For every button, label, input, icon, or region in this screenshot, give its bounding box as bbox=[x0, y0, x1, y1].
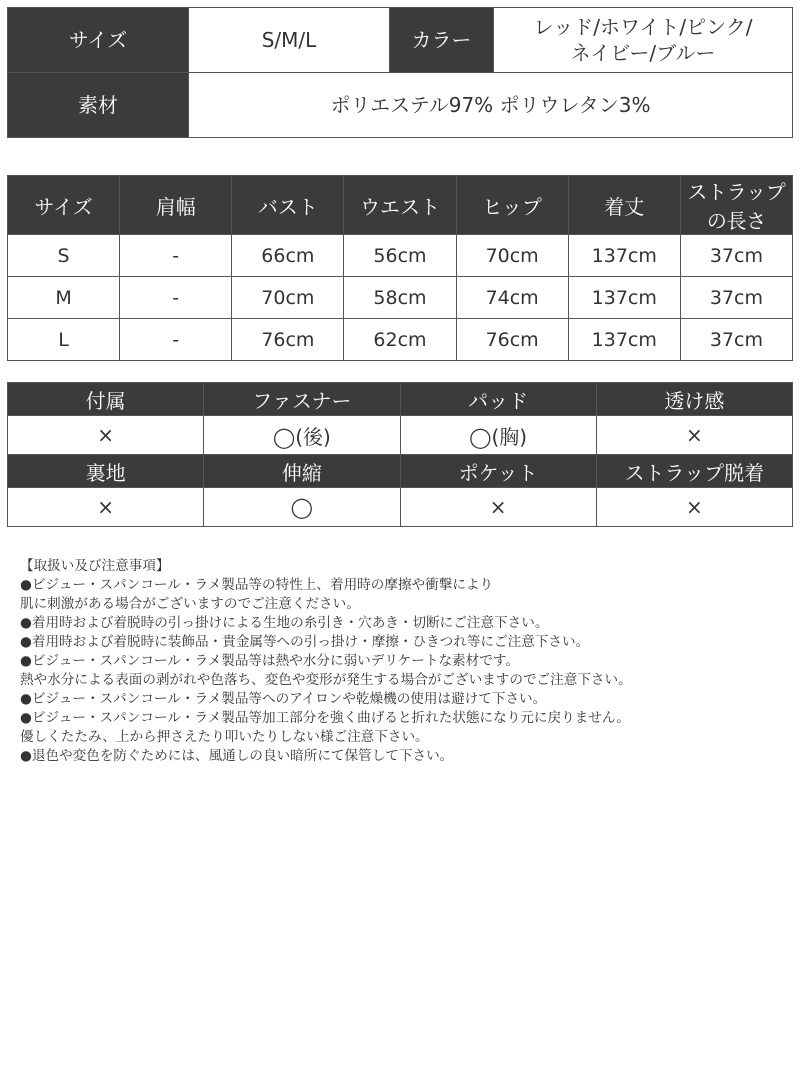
feature-value-sheerness: × bbox=[596, 416, 792, 455]
size-cell: 66cm bbox=[232, 235, 344, 277]
size-chart-header: 着丈 bbox=[568, 176, 680, 235]
care-note-line: ●ビジュー・スパンコール・ラメ製品等は熱や水分に弱いデリケートな素材です。 bbox=[20, 653, 519, 669]
size-cell: 137cm bbox=[568, 235, 680, 277]
size-chart-table bbox=[7, 175, 793, 361]
size-chart-header: バスト bbox=[232, 176, 344, 235]
table-row bbox=[8, 235, 793, 277]
size-cell: M bbox=[8, 277, 120, 319]
size-cell: 37cm bbox=[680, 319, 792, 361]
info-row-material bbox=[8, 73, 793, 138]
info-row-size-color bbox=[8, 8, 793, 73]
table-row bbox=[8, 277, 793, 319]
feature-header-stretch: 伸縮 bbox=[204, 455, 400, 488]
size-chart-header-row bbox=[8, 176, 793, 235]
feature-value-pad: ◯(胸) bbox=[400, 416, 596, 455]
care-notes-title: 【取扱い及び注意事項】 bbox=[20, 558, 170, 574]
size-cell: S bbox=[8, 235, 120, 277]
feature-value-strap-removable: × bbox=[596, 488, 792, 527]
size-cell: 137cm bbox=[568, 319, 680, 361]
feature-header-accessories: 付属 bbox=[8, 383, 204, 416]
features-value-row-2 bbox=[8, 488, 793, 527]
care-note-line: 優しくたたみ、上から押さえたり叩いたりしない様ご注意下さい。 bbox=[20, 729, 429, 745]
product-info-table bbox=[7, 7, 793, 138]
size-cell: 70cm bbox=[456, 235, 568, 277]
feature-value-stretch: ◯ bbox=[204, 488, 400, 527]
care-note-line: 肌に刺激がある場合がございますのでご注意ください。 bbox=[20, 596, 360, 612]
feature-header-pad: パッド bbox=[400, 383, 596, 416]
feature-value-zipper: ◯(後) bbox=[204, 416, 400, 455]
feature-value-accessories: × bbox=[8, 416, 204, 455]
feature-header-pocket: ポケット bbox=[400, 455, 596, 488]
feature-header-lining: 裏地 bbox=[8, 455, 204, 488]
material-value: ポリエステル97% ポリウレタン3% bbox=[189, 73, 793, 138]
care-note-line: ●ビジュー・スパンコール・ラメ製品等へのアイロンや乾燥機の使用は避けて下さい。 bbox=[20, 691, 547, 707]
size-cell: 70cm bbox=[232, 277, 344, 319]
feature-header-zipper: ファスナー bbox=[204, 383, 400, 416]
size-cell: 37cm bbox=[680, 277, 792, 319]
size-cell: 76cm bbox=[456, 319, 568, 361]
size-chart-header: ウエスト bbox=[344, 176, 456, 235]
feature-value-lining: × bbox=[8, 488, 204, 527]
color-value bbox=[494, 8, 793, 73]
size-value: S/M/L bbox=[189, 8, 390, 73]
size-cell: 76cm bbox=[232, 319, 344, 361]
features-header-row-2 bbox=[8, 455, 793, 488]
care-notes bbox=[20, 557, 790, 766]
care-note-line: ●ビジュー・スパンコール・ラメ製品等の特性上、着用時の摩擦や衝撃により bbox=[20, 577, 494, 593]
size-chart-header: ヒップ bbox=[456, 176, 568, 235]
size-label: サイズ bbox=[8, 8, 189, 73]
size-cell: 74cm bbox=[456, 277, 568, 319]
size-cell: - bbox=[120, 277, 232, 319]
size-cell: 137cm bbox=[568, 277, 680, 319]
feature-value-pocket: × bbox=[400, 488, 596, 527]
color-value-line1: レッド/ホワイト/ピンク/ bbox=[533, 15, 753, 39]
size-cell: L bbox=[8, 319, 120, 361]
color-label: カラー bbox=[390, 8, 494, 73]
size-cell: 56cm bbox=[344, 235, 456, 277]
feature-header-sheerness: 透け感 bbox=[596, 383, 792, 416]
size-cell: 37cm bbox=[680, 235, 792, 277]
care-note-line: ●着用時および着脱時の引っ掛けによる生地の糸引き・穴あき・切断にご注意下さい。 bbox=[20, 615, 549, 631]
features-table bbox=[7, 382, 793, 527]
feature-header-strap-removable: ストラップ脱着 bbox=[596, 455, 792, 488]
features-header-row-1 bbox=[8, 383, 793, 416]
care-note-line: ●ビジュー・スパンコール・ラメ製品等加工部分を強く曲げると折れた状態になり元に戻りません。 bbox=[20, 710, 630, 726]
size-chart-header: 肩幅 bbox=[120, 176, 232, 235]
size-cell: 58cm bbox=[344, 277, 456, 319]
size-chart-header: サイズ bbox=[8, 176, 120, 235]
size-cell: - bbox=[120, 235, 232, 277]
care-note-line: 熱や水分による表面の剥がれや色落ち、変色や変形が発生する場合がございますのでご注意下さい。 bbox=[20, 672, 632, 688]
care-note-line: ●着用時および着脱時に装飾品・貴金属等への引っ掛け・摩擦・ひきつれ等にご注意下さい。 bbox=[20, 634, 590, 650]
care-note-line: ●退色や変色を防ぐためには、風通しの良い暗所にて保管して下さい。 bbox=[20, 748, 454, 764]
table-row bbox=[8, 319, 793, 361]
size-chart-header: ストラップの長さ bbox=[680, 176, 792, 235]
size-cell: 62cm bbox=[344, 319, 456, 361]
size-cell: - bbox=[120, 319, 232, 361]
color-value-line2: ネイビー/ブルー bbox=[570, 41, 716, 65]
material-label: 素材 bbox=[8, 73, 189, 138]
features-value-row-1 bbox=[8, 416, 793, 455]
